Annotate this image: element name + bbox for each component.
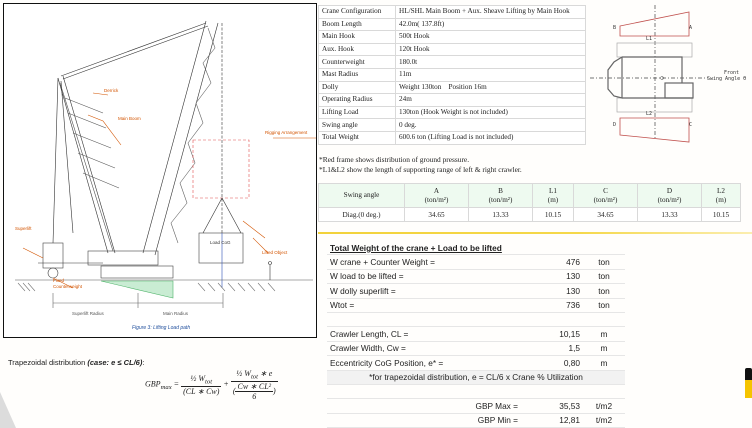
decorative-shape <box>0 392 16 428</box>
spec-key: Main Hook <box>319 31 396 44</box>
table-row <box>319 56 586 69</box>
cell: 34.65 <box>405 208 469 222</box>
row-label: Crawler Width, Cw = <box>327 341 521 355</box>
gbp-max-formula: $GBP_{max}$ = $\frac{\frac{1}{2} W_{tot}}{(CL ∗ Cw)}$ + ½ $W_{tot}$ ∗ e ( $\frac{\text{Cw ∗ CL²}}{6}$ ) <box>145 369 276 401</box>
table-row <box>319 106 586 119</box>
row-unit: ton <box>583 255 625 269</box>
diagram-label-a: A <box>689 25 693 31</box>
label-superlift-radius: Superlift Radius <box>72 311 104 316</box>
table-row <box>327 327 625 341</box>
row-unit: m <box>583 327 625 341</box>
col-header-l2: L2 (m) <box>702 184 741 208</box>
diagram-label-front: Front <box>724 70 740 76</box>
row-label: W crane + Counter Weight = <box>327 255 521 269</box>
row-value: 476 <box>521 255 583 269</box>
row-value: 0,80 <box>521 356 583 370</box>
spec-key: Total Weight <box>319 131 396 144</box>
cell: 10.15 <box>533 208 574 222</box>
row-label: W dolly superlift = <box>327 284 521 298</box>
diagram-label-b: B <box>613 25 617 31</box>
table-row <box>319 68 586 81</box>
label-load-cog: Load CoG <box>210 240 231 245</box>
cell: Diag.(0 deg.) <box>319 208 405 222</box>
col-header-swing-angle: Swing angle <box>319 184 405 208</box>
footnote-row <box>327 370 625 384</box>
row-label: Wtot = <box>327 298 521 312</box>
spec-key: Counterweight <box>319 56 396 69</box>
label-lifted-object: Lifted Object <box>262 250 288 255</box>
crane-drawing <box>3 3 316 337</box>
cell: 13.33 <box>638 208 702 222</box>
label-derrick: Derrick <box>104 88 119 93</box>
diagram-label-swing-angle: Swing Angle θ <box>707 76 747 82</box>
calc-title: Total Weight of the crane + Load to be lifted <box>327 241 625 255</box>
row-unit: m <box>583 356 625 370</box>
spacer-row <box>327 384 625 398</box>
diagram-label-l1: L1 <box>646 36 653 42</box>
row-value: 736 <box>521 298 583 312</box>
spec-value: Weight 130ton Position 16m <box>396 81 586 94</box>
table-row <box>319 208 741 222</box>
result-unit: t/m2 <box>583 413 625 427</box>
spec-key: Swing angle <box>319 119 396 132</box>
label-fixed: Fixed <box>53 278 65 283</box>
spec-value: 500t Hook <box>396 31 586 44</box>
cell: 13.33 <box>469 208 533 222</box>
table-row <box>327 413 625 427</box>
crane-spec-table <box>318 5 586 145</box>
spec-value: 600.6 ton (Lifting Load is not included) <box>396 131 586 144</box>
row-label: Crawler Length, CL = <box>327 327 521 341</box>
table-row <box>319 18 586 31</box>
result-value: 35,53 <box>521 399 583 413</box>
spec-value: 0 deg. <box>396 119 586 132</box>
col-header-c: C (ton/m²) <box>574 184 638 208</box>
row-unit: m <box>583 341 625 355</box>
diagram-label-c: C <box>689 122 693 128</box>
figure-caption: Figure 3: Lifting Load path <box>132 325 191 331</box>
label-rigging-arrangement: Rigging Arrangement <box>265 130 308 135</box>
cell: 10.15 <box>702 208 741 222</box>
table-row-total <box>327 298 625 312</box>
table-row <box>327 255 625 269</box>
table-row <box>319 31 586 44</box>
table-row <box>319 81 586 94</box>
spec-value: HL/SHL Main Boom + Aux. Sheave Lifting by Main Hook <box>396 6 586 19</box>
col-header-d: D (ton/m²) <box>638 184 702 208</box>
calc-footnote: *for trapezoidal distribution, e = CL/6 x Crane % Utilization <box>327 370 625 384</box>
spec-value: 11m <box>396 68 586 81</box>
col-header-a: A (ton/m²) <box>405 184 469 208</box>
result-label: GBP Min = <box>327 413 521 427</box>
spacer-row <box>327 312 625 326</box>
table-row <box>319 43 586 56</box>
diagram-label-d: D <box>613 122 617 128</box>
weight-calculation-table <box>327 241 625 428</box>
table-header-row <box>319 184 741 208</box>
result-value: 12,81 <box>521 413 583 427</box>
diagram-label-l2: L2 <box>646 111 653 117</box>
row-value: 130 <box>521 269 583 283</box>
cell: 34.65 <box>574 208 638 222</box>
spec-value: 120t Hook <box>396 43 586 56</box>
row-unit: ton <box>583 284 625 298</box>
row-label: W load to be lifted = <box>327 269 521 283</box>
row-label: Eccentricity CoG Position, e* = <box>327 356 521 370</box>
logo-badge <box>745 380 752 398</box>
spec-key: Aux. Hook <box>319 43 396 56</box>
spec-key: Lifting Load <box>319 106 396 119</box>
row-unit: ton <box>583 269 625 283</box>
col-header-l1: L1 (m) <box>533 184 574 208</box>
note-l1-l2: *L1&L2 show the length of supporting range of left & right crawler. <box>319 165 522 174</box>
table-row <box>319 131 586 144</box>
table-row <box>319 94 586 107</box>
spec-key: Boom Length <box>319 18 396 31</box>
row-value: 1,5 <box>521 341 583 355</box>
spec-key: Crane Configuration <box>319 6 396 19</box>
table-row <box>327 341 625 355</box>
spec-key: Dolly <box>319 81 396 94</box>
trapezoidal-heading: Trapezoidal distribution (case: e ≤ CL/6): <box>8 358 145 367</box>
label-main-radius: Main Radius <box>163 311 189 316</box>
table-row <box>327 284 625 298</box>
table-row <box>327 356 625 370</box>
worker-icon <box>745 368 752 380</box>
label-superlift: Superlift <box>15 226 32 231</box>
table-row <box>327 269 625 283</box>
result-unit: t/m2 <box>583 399 625 413</box>
row-unit: ton <box>583 298 625 312</box>
col-header-b: B (ton/m²) <box>469 184 533 208</box>
spec-value: 24m <box>396 94 586 107</box>
label-main-boom: Main Boom <box>118 116 141 121</box>
row-value: 10,15 <box>521 327 583 341</box>
table-row <box>319 6 586 19</box>
label-counterweight: Counterweight <box>53 284 83 289</box>
calc-title-row <box>327 241 625 255</box>
table-row <box>327 399 625 413</box>
spec-key: Mast Radius <box>319 68 396 81</box>
ground-pressure-table <box>318 183 741 222</box>
spec-value: 130ton (Hook Weight is not included) <box>396 106 586 119</box>
spec-value: 180.0t <box>396 56 586 69</box>
note-red-frame: *Red frame shows distribution of ground pressure. <box>319 155 470 164</box>
table-row <box>319 119 586 132</box>
result-label: GBP Max = <box>327 399 521 413</box>
row-value: 130 <box>521 284 583 298</box>
divider-line <box>318 232 752 234</box>
spec-value: 42.0m( 137.8ft) <box>396 18 586 31</box>
spec-key: Operating Radius <box>319 94 396 107</box>
